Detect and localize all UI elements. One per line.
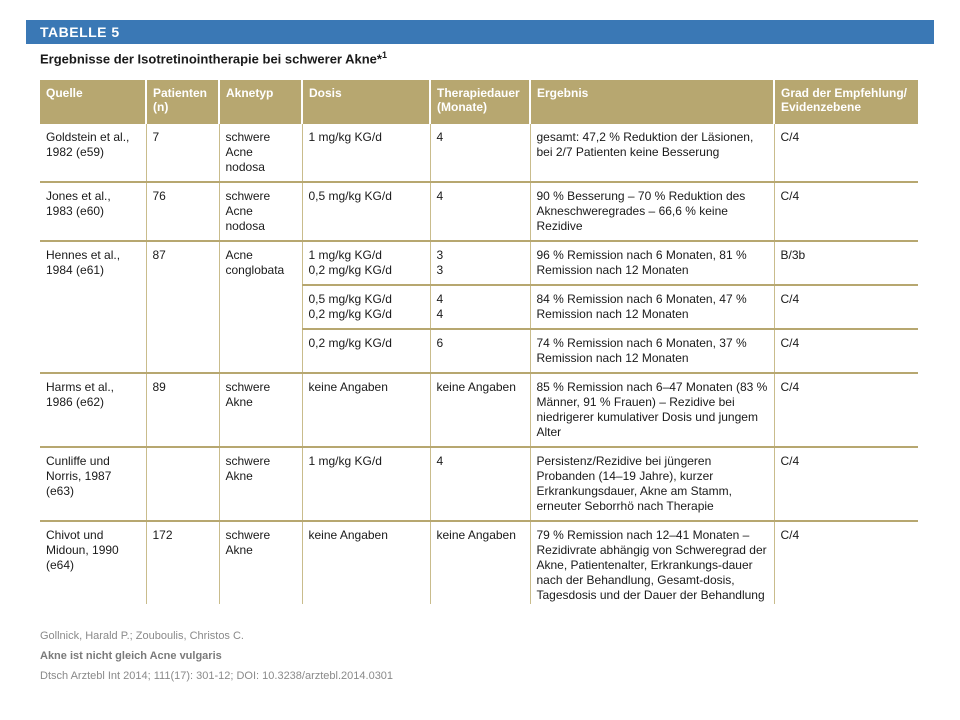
cell-grad: C/4 xyxy=(774,285,918,329)
cell-dosis: 1 mg/kg KG/d xyxy=(302,124,430,182)
table-row xyxy=(40,521,918,604)
cell-dosis: 0,2 mg/kg KG/d xyxy=(302,329,430,373)
header-quelle: Quelle xyxy=(40,80,146,124)
cell-ergebnis: 79 % Remission nach 12–41 Monaten – Rezidivrate abhängig von Schweregrad der Akne, Patientenalter, Erkrankungs-dauer nach der Behandlung, Gesamt-dosis, Tagesdosis und der Dauer der Behandlung xyxy=(530,521,774,604)
figure-label: TABELLE 5 xyxy=(40,24,120,40)
header-dosis: Dosis xyxy=(302,80,430,124)
cell-aknetyp: schwere Akne xyxy=(219,447,302,521)
cell-dosis: keine Angaben xyxy=(302,521,430,604)
cell-dauer: 4 xyxy=(430,124,530,182)
cell-ergebnis: Persistenz/Rezidive bei jüngeren Probanden (14–19 Jahre), kurzer Erkrankungsdauer, Akne am Stamm, erneuter Seborrhö nach Therapie xyxy=(530,447,774,521)
cell-ergebnis: 96 % Remission nach 6 Monaten, 81 % Remission nach 12 Monaten xyxy=(530,241,774,285)
cell-aknetyp: schwere Akne xyxy=(219,373,302,447)
table-row xyxy=(40,447,918,521)
cell-grad: B/3b xyxy=(774,241,918,285)
cell-grad: C/4 xyxy=(774,447,918,521)
cell-grad: C/4 xyxy=(774,329,918,373)
cell-grad: C/4 xyxy=(774,182,918,241)
cell-patienten: 172 xyxy=(146,521,219,604)
cell-patienten: 89 xyxy=(146,373,219,447)
cell-dosis: 1 mg/kg KG/d 0,2 mg/kg KG/d xyxy=(302,241,430,285)
cell-dauer: 4 4 xyxy=(430,285,530,329)
cell-grad: C/4 xyxy=(780,528,800,542)
cell-aknetyp: Acne conglobata xyxy=(219,241,302,373)
cell-dauer: 6 xyxy=(430,329,530,373)
header-patienten: Patienten (n) xyxy=(146,80,219,124)
cell-quelle: Hennes et al., 1984 (e61) xyxy=(40,241,146,373)
cell-ergebnis: gesamt: 47,2 % Reduktion der Läsionen, bei 2/7 Patienten keine Besserung xyxy=(530,124,774,182)
cell-patienten: 87 xyxy=(146,241,219,373)
cell-quelle: Chivot und Midoun, 1990 (e64) xyxy=(40,521,146,604)
cell-ergebnis: 74 % Remission nach 6 Monaten, 37 % Remission nach 12 Monaten xyxy=(530,329,774,373)
cell-patienten: 76 xyxy=(146,182,219,241)
table-row xyxy=(40,124,918,182)
cell-dauer: keine Angaben xyxy=(430,373,530,447)
table-header-row xyxy=(40,80,918,124)
cell-quelle: Cunliffe und Norris, 1987 (e63) xyxy=(40,447,146,521)
citation-source: Dtsch Arztebl Int 2014; 111(17): 301-12; DOI: 10.3238/arztebl.2014.0301 xyxy=(40,670,394,682)
cell-ergebnis: 84 % Remission nach 6 Monaten, 47 % Remission nach 12 Monaten xyxy=(530,285,774,329)
cell-dosis: 1 mg/kg KG/d xyxy=(302,447,430,521)
cell-patienten xyxy=(146,447,219,521)
cell-dosis: 0,5 mg/kg KG/d xyxy=(302,182,430,241)
table-title-text: Ergebnisse der Isotretinointherapie bei schwerer Akne* xyxy=(40,51,382,67)
table-title-footnote: 1 xyxy=(381,50,387,60)
cell-dauer: 4 xyxy=(430,447,530,521)
header-grad: Grad der Empfehlung/ Evidenzebene xyxy=(774,80,918,124)
cell-aknetyp: schwere Acne nodosa xyxy=(219,124,302,182)
table-row xyxy=(40,182,918,241)
header-ergebnis: Ergebnis xyxy=(530,80,774,124)
header-therapiedauer: Therapiedauer (Monate) xyxy=(430,80,530,124)
cell-grad: C/4 xyxy=(774,124,918,182)
cell-ergebnis: 85 % Remission nach 6–47 Monaten (83 % Männer, 91 % Frauen) – Rezidive bei niedrigerer kumulativer Dosis und jungem Alter xyxy=(530,373,774,447)
header-aknetyp: Aknetyp xyxy=(219,80,302,124)
cell-dauer: keine Angaben xyxy=(430,521,530,604)
cell-quelle: Jones et al., 1983 (e60) xyxy=(40,182,146,241)
cell-grad: C/4 xyxy=(774,373,918,447)
cell-quelle: Harms et al., 1986 (e62) xyxy=(40,373,146,447)
results-table xyxy=(40,80,918,604)
table-figure xyxy=(26,20,934,604)
cell-patienten: 7 xyxy=(146,124,219,182)
cell-quelle: Goldstein et al., 1982 (e59) xyxy=(40,124,146,182)
cell-dauer: 4 xyxy=(430,182,530,241)
cell-aknetyp: schwere Akne xyxy=(219,521,302,604)
citation-authors: Gollnick, Harald P.; Zouboulis, Christos C. xyxy=(40,630,244,642)
cell-dosis: keine Angaben xyxy=(302,373,430,447)
cell-dosis: 0,5 mg/kg KG/d 0,2 mg/kg KG/d xyxy=(302,285,430,329)
table-row xyxy=(40,241,918,285)
cell-ergebnis: 90 % Besserung – 70 % Reduktion des Akneschweregrades – 66,6 % keine Rezidive xyxy=(530,182,774,241)
cell-aknetyp: schwere Acne nodosa xyxy=(219,182,302,241)
table-title xyxy=(40,50,387,66)
cell-dauer: 3 3 xyxy=(430,241,530,285)
table-row xyxy=(40,373,918,447)
citation-title: Akne ist nicht gleich Acne vulgaris xyxy=(40,650,222,662)
figure-label-bar xyxy=(26,20,934,44)
